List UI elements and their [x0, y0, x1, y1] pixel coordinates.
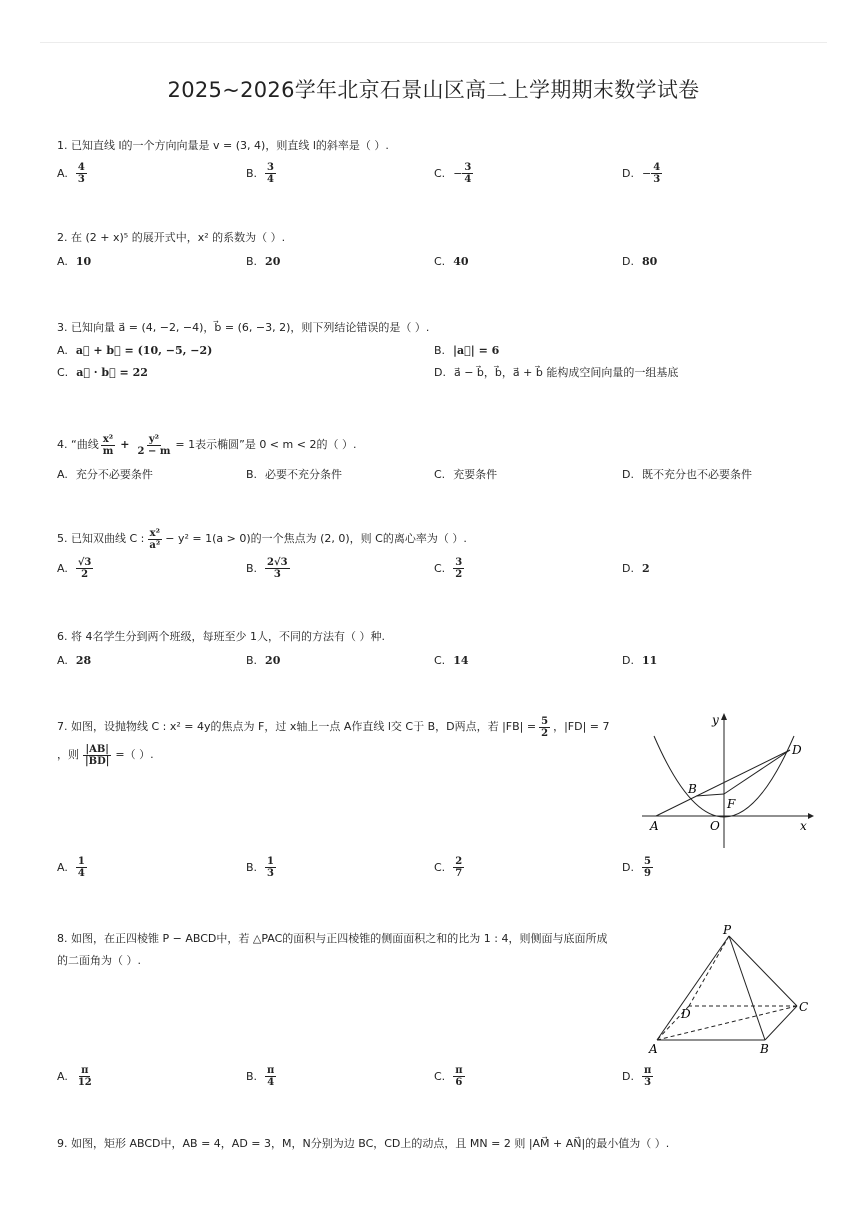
option-a[interactable]: A. 28: [57, 653, 92, 667]
question-stem: 7. 如图，设抛物线 C : x² = 4y的焦点为 F，过 x轴上一点 A作直线 l交 C于 B，D两点，若 |FB| = $\frac{5}{2}$ ，|FD| = 7: [57, 715, 610, 739]
option-b[interactable]: B. $\frac{1}{3}$: [246, 855, 275, 879]
question-9: [57, 1136, 827, 1152]
option-c[interactable]: C. $\frac{2}{7}$: [434, 855, 463, 879]
question-stem: 6. 将 4名学生分到两个班级，每班至少 1人，不同的方法有（ ）种.: [57, 630, 385, 643]
fraction: $\frac{2√3}{3}$: [267, 556, 288, 580]
option-a[interactable]: A. $\frac{4}{3}$: [57, 161, 85, 185]
option-b[interactable]: B. $\frac{\pi}{4}$: [246, 1064, 275, 1088]
x-axis-arrow: [808, 813, 814, 819]
label-d: D: [681, 1007, 691, 1021]
question-stem: 8. 如图，在正四棱锥 P − ABCD中，若 △PAC的面积与正四棱锥的侧面面积之和的比为 1 : 4，则侧面与底面所成: [57, 932, 608, 945]
question-1: [57, 138, 827, 188]
question-2: [57, 230, 827, 272]
label-p: P: [723, 923, 732, 937]
edge-bc: [765, 1006, 797, 1040]
question-3: [57, 320, 827, 382]
option-d[interactable]: D. 80: [622, 254, 658, 268]
fraction: $\frac{\pi}{3}$: [643, 1064, 652, 1088]
edge-pd: [689, 936, 729, 1006]
question-stem: 2. 在 (2 + x)⁵ 的展开式中，x² 的系数为（ ）.: [57, 231, 286, 244]
header-divider: [40, 42, 827, 43]
page-title: 2025~2026学年北京石景山区高二上学期期末数学试卷: [167, 78, 700, 102]
edge-pa: [657, 936, 729, 1040]
option-b[interactable]: B. 20: [246, 653, 281, 667]
fraction: $\frac{\text{x²}}{m}$: [102, 433, 114, 457]
option-a[interactable]: A. $\frac{1}{4}$: [57, 855, 85, 879]
fraction: $\frac{4}{3}$: [77, 161, 85, 185]
options-row: [57, 250, 827, 272]
option-c[interactable]: C. 14: [434, 653, 469, 667]
question-6: [57, 629, 827, 671]
segment-fd: [724, 750, 790, 794]
option-d[interactable]: D. $\frac{\pi}{3}$: [622, 1064, 652, 1088]
fraction: $\frac{\pi}{4}$: [267, 1064, 275, 1088]
option-d[interactable]: D. − $\frac{4}{3}$: [622, 161, 661, 185]
label-d: D: [792, 743, 802, 757]
options-row: [57, 553, 827, 583]
fraction: $\frac{3}{4}$: [267, 161, 275, 185]
question-stem: 4. “曲线 $\frac{\text{x²}}{m}$ + $\frac{\text{y²}}{2 - m}$ = 1表示椭圆”是 0 < m < 2的（ ）.: [57, 433, 357, 457]
fraction: $\frac{5}{9}$: [643, 855, 651, 879]
option-a[interactable]: A. 充分不必要条件: [57, 467, 153, 481]
question-5: [57, 525, 827, 583]
label-c: C: [799, 1000, 809, 1014]
option-b[interactable]: B. |a⃗| = 6: [434, 343, 500, 357]
option-c[interactable]: C. $\frac{\pi}{6}$: [434, 1064, 463, 1088]
option-a[interactable]: A. a⃗ + b⃗ = (10, −5, −2): [57, 343, 213, 357]
label-y: y: [712, 713, 719, 727]
option-b[interactable]: B. $\frac{3}{4}$: [246, 161, 275, 185]
fraction: $\frac{√3}{2}$: [77, 556, 92, 580]
label-x: x: [800, 819, 807, 833]
option-a[interactable]: A. $\frac{\pi}{12}$: [57, 1064, 92, 1088]
label-o: O: [710, 819, 720, 833]
label-b: B: [760, 1042, 769, 1056]
option-d[interactable]: D. 11: [622, 653, 658, 667]
option-c[interactable]: C. $\frac{3}{2}$: [434, 556, 463, 580]
diagonal-ac: [657, 1006, 797, 1040]
option-c[interactable]: C. 40: [434, 254, 469, 268]
fraction: $\frac{2}{7}$: [455, 855, 463, 879]
option-d[interactable]: D. 既不充分也不必要条件: [622, 467, 752, 481]
question-7-options: [57, 852, 827, 882]
fraction: $\frac{4}{3}$: [653, 161, 661, 185]
fraction: $\frac{\text{y²}}{2 - m}$: [137, 433, 171, 457]
option-a[interactable]: A. $\frac{√3}{2}$: [57, 556, 92, 580]
question-stem: 3. 已知向量 a⃗ = (4, −2, −4)，b⃗ = (6, −3, 2)，则下列结论错误的是（ ）.: [57, 321, 430, 334]
option-d[interactable]: D. 2: [622, 561, 650, 575]
fraction: $\frac{5}{2}$: [541, 715, 549, 739]
fraction: $\frac{\pi}{12}$: [77, 1064, 92, 1088]
option-b[interactable]: B. 必要不充分条件: [246, 467, 343, 481]
options-row: [57, 649, 827, 671]
option-d[interactable]: D. $\frac{5}{9}$: [622, 855, 651, 879]
fraction: $\frac{3}{2}$: [455, 556, 463, 580]
option-a[interactable]: A. 10: [57, 254, 92, 268]
label-f: F: [727, 797, 736, 811]
label-a: A: [649, 1042, 658, 1056]
options-row: [57, 1061, 827, 1091]
fraction: $\frac{1}{3}$: [267, 855, 275, 879]
options-row: [57, 340, 827, 360]
label-a: A: [650, 819, 659, 833]
parabola-figure: [638, 708, 818, 853]
option-b[interactable]: B. 20: [246, 254, 281, 268]
fraction: $\frac{|AB|}{|BD|}$: [85, 743, 110, 767]
fraction: $\frac{\text{x²}}{\text{a²}}$: [149, 527, 161, 551]
edge-pb: [729, 936, 765, 1040]
fraction: $\frac{\pi}{6}$: [455, 1064, 463, 1088]
option-c[interactable]: C. 充要条件: [434, 467, 498, 481]
label-b: B: [688, 782, 697, 796]
options-row: [57, 464, 827, 484]
y-axis-arrow: [721, 713, 727, 720]
question-stem: 1. 已知直线 l的一个方向向量是 v = (3, 4)，则直线 l的斜率是（ ）.: [57, 139, 389, 152]
question-stem: 5. 已知双曲线 C : $\frac{\text{x²}}{\text{a²}}$ − y² = 1(a > 0)的一个焦点为 (2, 0)，则 C的离心率为（ ）.: [57, 527, 467, 551]
question-8-options: [57, 1061, 827, 1091]
option-b[interactable]: B. $\frac{2√3}{3}$: [246, 556, 288, 580]
pyramid-figure: [645, 922, 815, 1062]
question-stem: 9. 如图，矩形 ABCD中，AB = 4，AD = 3，M，N分别为边 BC，CD上的动点，且 MN = 2 则 |AM⃗ + AN⃗|的最小值为（ ）.: [57, 1137, 670, 1150]
options-row: [57, 852, 827, 882]
question-stem-cont: 的二面角为（ ）.: [57, 954, 141, 967]
question-4: [57, 430, 827, 484]
question-stem-cont: ，则 $\frac{|AB|}{|BD|}$ =（ ）.: [57, 743, 154, 767]
fraction: $\frac{1}{4}$: [77, 855, 85, 879]
edge-pc: [729, 936, 797, 1006]
option-d[interactable]: D. a⃗ − b⃗，b⃗，a⃗ + b⃗ 能构成空间向量的一组基底: [434, 365, 679, 379]
option-c[interactable]: C. a⃗ · b⃗ = 22: [57, 365, 148, 379]
option-c[interactable]: C. − $\frac{3}{4}$: [434, 161, 472, 185]
options-row: [57, 362, 827, 382]
options-row: [57, 158, 827, 188]
fraction: $\frac{3}{4}$: [464, 161, 472, 185]
